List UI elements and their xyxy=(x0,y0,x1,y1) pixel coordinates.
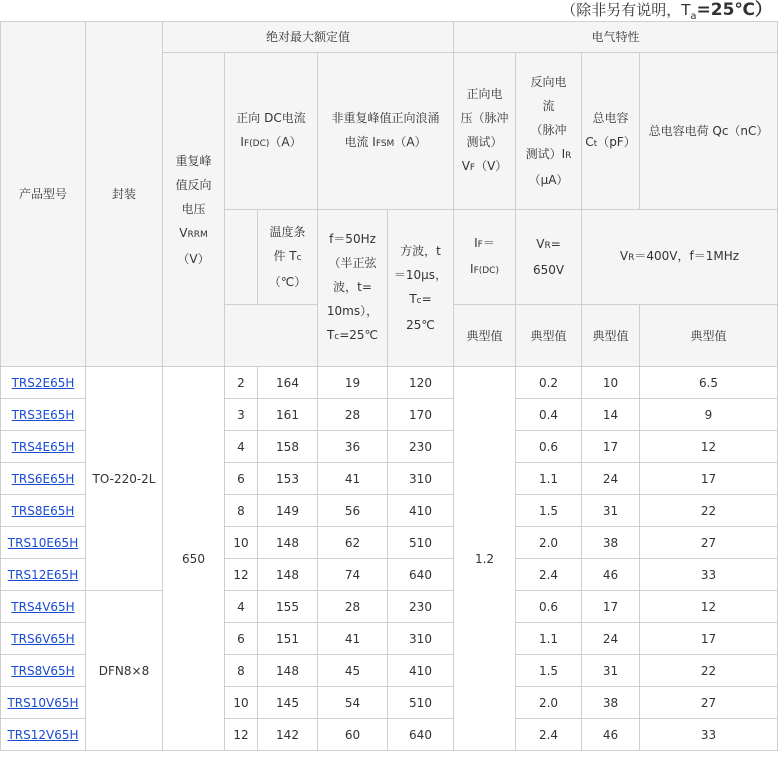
tc-cell: 164 xyxy=(258,367,318,399)
table-header xyxy=(1,22,778,367)
qc-cell: 27 xyxy=(640,687,778,719)
ifsm-50hz-cell: 56 xyxy=(318,495,388,527)
ir-cell: 0.2 xyxy=(516,367,582,399)
cond-ir: VR= 650V xyxy=(516,210,582,305)
note-prefix: （除非另有说明，T xyxy=(561,1,691,19)
col-header-model: 产品型号 xyxy=(1,22,86,367)
model-link[interactable]: TRS4V65H xyxy=(11,599,75,614)
tc-cell: 155 xyxy=(258,591,318,623)
model-cell[interactable] xyxy=(1,559,86,591)
ct-cell: 24 xyxy=(582,623,640,655)
ifsm-square-cell: 640 xyxy=(388,559,454,591)
table-body xyxy=(1,367,778,751)
tc-cell: 151 xyxy=(258,623,318,655)
ir-cell: 2.0 xyxy=(516,527,582,559)
ifsm-square-cell: 410 xyxy=(388,655,454,687)
model-link[interactable]: TRS10V65H xyxy=(7,695,79,710)
qc-cell: 9 xyxy=(640,399,778,431)
cond-temperature: 温度条 件 Tc （℃） xyxy=(258,210,318,305)
ifsm-square-cell: 310 xyxy=(388,623,454,655)
tc-cell: 148 xyxy=(258,527,318,559)
qc-cell: 22 xyxy=(640,495,778,527)
ir-cell: 1.5 xyxy=(516,655,582,687)
qc-cell: 17 xyxy=(640,623,778,655)
tc-cell: 149 xyxy=(258,495,318,527)
ifsm-square-cell: 230 xyxy=(388,431,454,463)
model-cell[interactable] xyxy=(1,687,86,719)
test-condition-note xyxy=(561,0,772,21)
model-link[interactable]: TRS6V65H xyxy=(11,631,75,646)
note-subscript: a xyxy=(690,11,697,22)
ct-cell: 24 xyxy=(582,463,640,495)
ct-cell: 14 xyxy=(582,399,640,431)
ifsm-square-cell: 510 xyxy=(388,527,454,559)
if-dc-cell: 4 xyxy=(225,431,258,463)
typical-vf: 典型值 xyxy=(454,305,516,367)
model-cell[interactable] xyxy=(1,463,86,495)
table-row xyxy=(1,591,778,623)
ifsm-50hz-cell: 62 xyxy=(318,527,388,559)
ifsm-50hz-cell: 28 xyxy=(318,591,388,623)
ifsm-square-cell: 230 xyxy=(388,591,454,623)
if-dc-cell: 8 xyxy=(225,655,258,687)
ifsm-square-cell: 120 xyxy=(388,367,454,399)
col-header-ifsm: 非重复峰值正向浪涌 电流 IFSM（A） xyxy=(318,53,454,210)
col-header-vf: 正向电 压（脉冲 测试） VF（V） xyxy=(454,53,516,210)
ifsm-50hz-cell: 36 xyxy=(318,431,388,463)
model-cell[interactable] xyxy=(1,655,86,687)
ifsm-square-cell: 410 xyxy=(388,495,454,527)
model-link[interactable]: TRS2E65H xyxy=(11,375,75,390)
vrrm-cell: 650 xyxy=(163,367,225,751)
qc-cell: 22 xyxy=(640,655,778,687)
typical-ct: 典型值 xyxy=(582,305,640,367)
col-header-ct: 总电容 Ct（pF） xyxy=(582,53,640,210)
model-link[interactable]: TRS8E65H xyxy=(11,503,75,518)
typical-qc: 典型值 xyxy=(640,305,778,367)
tc-cell: 148 xyxy=(258,559,318,591)
qc-cell: 27 xyxy=(640,527,778,559)
note-suffix: =25℃） xyxy=(696,0,772,20)
ifsm-50hz-cell: 28 xyxy=(318,399,388,431)
tc-cell: 161 xyxy=(258,399,318,431)
package-cell: TO-220-2L xyxy=(86,367,163,591)
model-link[interactable]: TRS12V65H xyxy=(7,727,79,742)
model-cell[interactable] xyxy=(1,495,86,527)
qc-cell: 12 xyxy=(640,591,778,623)
tc-cell: 148 xyxy=(258,655,318,687)
vf-cell: 1.2 xyxy=(454,367,516,751)
ct-cell: 46 xyxy=(582,719,640,751)
ifsm-50hz-cell: 60 xyxy=(318,719,388,751)
ifsm-50hz-cell: 45 xyxy=(318,655,388,687)
ifsm-50hz-cell: 54 xyxy=(318,687,388,719)
cond-vf: IF＝ IF(DC) xyxy=(454,210,516,305)
qc-cell: 33 xyxy=(640,559,778,591)
package-cell: DFN8×8 xyxy=(86,591,163,751)
cond-ifsm-50hz: f＝50Hz （半正弦 波，t= 10ms）， Tc=25℃ xyxy=(318,210,388,367)
ir-cell: 2.0 xyxy=(516,687,582,719)
model-link[interactable]: TRS10E65H xyxy=(7,535,79,550)
tc-cell: 145 xyxy=(258,687,318,719)
ir-cell: 0.6 xyxy=(516,591,582,623)
ifsm-50hz-cell: 41 xyxy=(318,463,388,495)
if-dc-cell: 12 xyxy=(225,719,258,751)
ir-cell: 0.6 xyxy=(516,431,582,463)
if-dc-cell: 6 xyxy=(225,623,258,655)
ct-cell: 17 xyxy=(582,591,640,623)
ifsm-50hz-cell: 19 xyxy=(318,367,388,399)
model-cell[interactable] xyxy=(1,399,86,431)
if-dc-cell: 8 xyxy=(225,495,258,527)
col-header-package: 封装 xyxy=(86,22,163,367)
group-header-abs-max: 绝对最大额定值 xyxy=(163,22,454,53)
ir-cell: 2.4 xyxy=(516,719,582,751)
ifsm-square-cell: 510 xyxy=(388,687,454,719)
ifsm-square-cell: 170 xyxy=(388,399,454,431)
ct-cell: 31 xyxy=(582,495,640,527)
if-dc-cell: 3 xyxy=(225,399,258,431)
ct-cell: 46 xyxy=(582,559,640,591)
tc-cell: 158 xyxy=(258,431,318,463)
ct-cell: 38 xyxy=(582,527,640,559)
ifsm-50hz-cell: 41 xyxy=(318,623,388,655)
if-dc-cell: 10 xyxy=(225,687,258,719)
ifsm-square-cell: 310 xyxy=(388,463,454,495)
ct-cell: 38 xyxy=(582,687,640,719)
cond-empty-cell xyxy=(225,305,318,367)
model-link[interactable]: TRS4E65H xyxy=(11,439,75,454)
model-cell[interactable] xyxy=(1,367,86,399)
model-cell[interactable] xyxy=(1,527,86,559)
ifsm-square-cell: 640 xyxy=(388,719,454,751)
model-cell[interactable] xyxy=(1,591,86,623)
if-dc-cell: 10 xyxy=(225,527,258,559)
cond-if-dc-empty xyxy=(225,210,258,305)
col-header-if-dc: 正向 DC电流 IF(DC)（A） xyxy=(225,53,318,210)
model-cell[interactable] xyxy=(1,623,86,655)
tc-cell: 142 xyxy=(258,719,318,751)
col-header-ir: 反向电 流 （脉冲 测试）IR （μA） xyxy=(516,53,582,210)
if-dc-cell: 6 xyxy=(225,463,258,495)
ifsm-50hz-cell: 74 xyxy=(318,559,388,591)
col-header-vrrm: 重复峰 值反向 电压 VRRM （V） xyxy=(163,53,225,367)
ct-cell: 31 xyxy=(582,655,640,687)
ir-cell: 0.4 xyxy=(516,399,582,431)
cond-ct-qc: VR＝400V，f＝1MHz xyxy=(582,210,778,305)
model-link[interactable]: TRS12E65H xyxy=(7,567,79,582)
qc-cell: 12 xyxy=(640,431,778,463)
col-header-qc: 总电容电荷 Qc（nC） xyxy=(640,53,778,210)
group-header-electrical: 电气特性 xyxy=(454,22,778,53)
model-cell[interactable] xyxy=(1,431,86,463)
if-dc-cell: 4 xyxy=(225,591,258,623)
ct-cell: 17 xyxy=(582,431,640,463)
table-row xyxy=(1,367,778,399)
qc-cell: 6.5 xyxy=(640,367,778,399)
model-link[interactable]: TRS8V65H xyxy=(11,663,75,678)
model-cell[interactable] xyxy=(1,719,86,751)
model-link[interactable]: TRS6E65H xyxy=(11,471,75,486)
tc-cell: 153 xyxy=(258,463,318,495)
diode-spec-table xyxy=(0,21,778,751)
if-dc-cell: 2 xyxy=(225,367,258,399)
ir-cell: 1.1 xyxy=(516,623,582,655)
qc-cell: 33 xyxy=(640,719,778,751)
ir-cell: 1.1 xyxy=(516,463,582,495)
ir-cell: 1.5 xyxy=(516,495,582,527)
ct-cell: 10 xyxy=(582,367,640,399)
typical-ir: 典型值 xyxy=(516,305,582,367)
ir-cell: 2.4 xyxy=(516,559,582,591)
cond-ifsm-square: 方波，t ＝10μs， Tc= 25℃ xyxy=(388,210,454,367)
qc-cell: 17 xyxy=(640,463,778,495)
model-link[interactable]: TRS3E65H xyxy=(11,407,75,422)
if-dc-cell: 12 xyxy=(225,559,258,591)
